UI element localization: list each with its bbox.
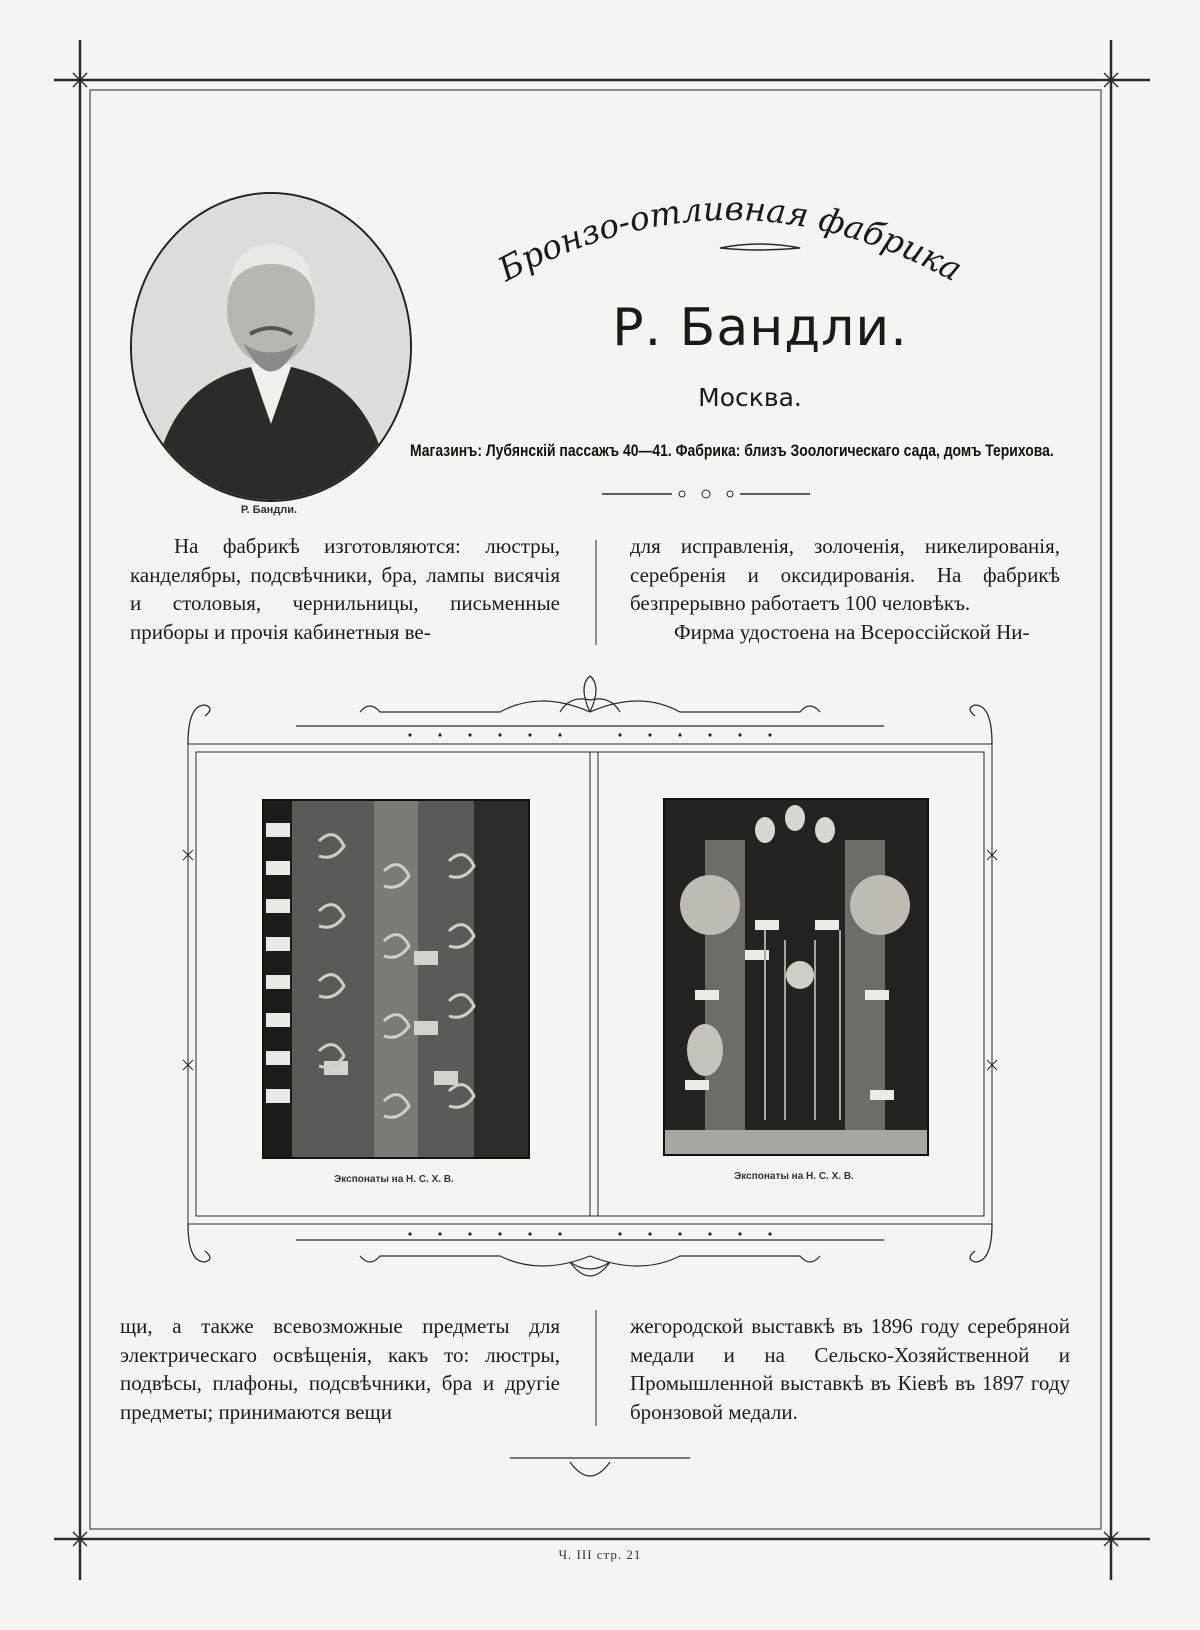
paragraph: щи, а также всевозможные предметы для электрическаго освѣщенія, какъ то: люстры, подвѣсы, плафоны, подсвѣчники, бра и другіе предметы; принимаются вещи [120,1314,560,1424]
firm-name: Р. Бандли. [612,298,908,358]
page-number: Ч. III стр. 21 [558,1547,642,1562]
text-column-bottom-right [630,1312,1070,1426]
exhibit-photo-left-caption: Экспонаты на Н. С. Х. В. [334,1174,454,1185]
exhibit-photo-right [663,798,929,1156]
text-column-bottom-left [120,1312,560,1426]
portrait-photo [130,192,412,502]
paragraph: для исправленія, золоченія, никелированія, серебренія и оксидированія. На фабрикѣ безпрерывно работаетъ 100 человѣкъ. [630,534,1060,615]
portrait-figure [132,194,410,500]
text-column-top-right [630,532,1060,646]
portrait-caption: Р. Бандли. [240,504,298,516]
text-column-top-left [130,532,560,646]
exhibit-photo-left-image [264,801,528,1157]
exhibit-photo-left [262,799,530,1159]
exhibit-photo-right-image [665,800,927,1154]
arc-title-text: Бронзо-отливная фабрика [491,188,969,289]
city: Москва. [698,383,802,412]
paragraph: Фирма удостоена на Всероссійской Ни- [674,619,1030,644]
paragraph: На фабрикѣ изготовляются: люстры, канделябры, подсвѣчники, бра, лампы висячія и столовыя, чернильницы, письменные приборы и прочія кабинетныя ве- [130,534,560,644]
address-line: Магазинъ: Лубянскій пассажъ 40—41. Фабрика: близъ Зоологическаго сада, домъ Терихова. [410,441,1054,460]
exhibit-photo-right-caption: Экспонаты на Н. С. Х. В. [734,1171,854,1182]
svg-text:Бронзо-отливная фабрика [491,189,969,289]
paragraph: жегородской выставкѣ въ 1896 году серебряной медали и на Сельско-Хозяйственной и Промышленной выставкѣ въ Кіевѣ въ 1897 году бронзовой медали. [630,1314,1070,1424]
